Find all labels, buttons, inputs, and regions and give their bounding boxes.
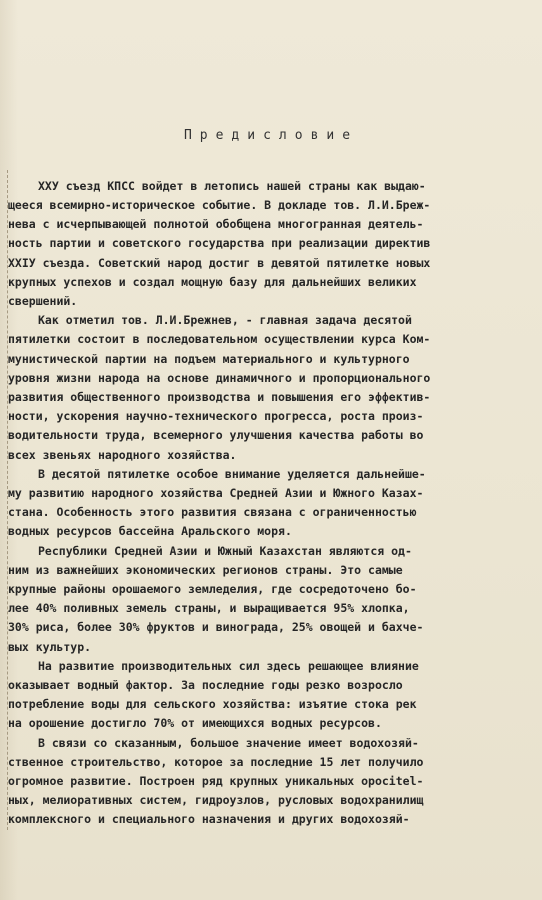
- text-line: стана. Особенность этого развития связана с ограниченностью: [8, 505, 417, 519]
- text-line: вых культур.: [8, 640, 92, 654]
- text-line: ственное строительство, которое за последние 15 лет получило: [8, 755, 424, 769]
- text-line: крупных успехов и создал мощную базу для дальнейших великих: [8, 275, 417, 289]
- text-line: 30% риса, более 30% фруктов и винограда, 25% овощей и бахче-: [8, 620, 424, 634]
- text-line: нева с исчерпывающей полнотой обобщена многогранная деятель-: [8, 217, 424, 231]
- text-line: ность партии и советского государства при реализации директив: [8, 236, 431, 250]
- text-line: ХХIУ съезда. Советский народ достиг в девятой пятилетке новых: [8, 256, 431, 270]
- text-line: ных, мелиоративных систем, гидроузлов, русловых водохранилищ: [8, 793, 424, 807]
- text-line: водных ресурсов бассейна Аральского моря.: [8, 524, 292, 538]
- text-line: на орошение достигло 70% от имеющихся водных ресурсов.: [8, 716, 382, 730]
- text-line: огромное развитие. Построен ряд крупных уникальных оросitel-: [8, 774, 424, 788]
- text-line: лее 40% поливных земель страны, и выращивается 95% хлопка,: [8, 601, 410, 615]
- text-line: потребление воды для сельского хозяйства: изъятие стока рек: [8, 697, 417, 711]
- text-line: ним из важнейших экономических регионов страны. Это самые: [8, 563, 403, 577]
- text-line: В связи со сказанным, большое значение имеет водохозяй-: [38, 736, 419, 750]
- text-line: уровня жизни народа на основе динамичного и пропорционального: [8, 371, 431, 385]
- text-line: мунистической партии на подъем материального и культурного: [8, 352, 410, 366]
- text-line: водительности труда, всемерного улучшения качества работы во: [8, 428, 424, 442]
- page-title: Предисловие: [183, 128, 359, 143]
- text-line: Как отметил тов. Л.И.Брежнев, - главная задача десятой: [38, 313, 412, 327]
- text-line: всех звеньях народного хозяйства.: [8, 448, 237, 462]
- text-line: крупные районы орошаемого земледелия, где сосредоточено бо-: [8, 582, 417, 596]
- text-line: оказывает водный фактор. За последние годы резко возросло: [8, 678, 403, 692]
- text-line: ности, ускорения научно-технического прогресса, роста произ-: [8, 409, 424, 423]
- text-line: развития общественного производства и повышения его эффектив-: [8, 390, 431, 404]
- text-line: Республики Средней Азии и Южный Казахстан являются од-: [38, 544, 412, 558]
- text-line: В десятой пятилетке особое внимание уделяется дальнейше-: [38, 467, 426, 481]
- text-line: ХХУ съезд КПСС войдет в летопись нашей страны как выдаю-: [38, 179, 426, 193]
- text-line: На развитие производительных сил здесь решающее влияние: [38, 659, 419, 673]
- text-line: свершений.: [8, 294, 78, 308]
- text-line: щееся всемирно-историческое событие. В докладе тов. Л.И.Бреж-: [8, 198, 431, 212]
- text-line: комплексного и специального назначения и других водохозяй-: [8, 812, 410, 826]
- text-line: пятилетки состоит в последовательном осуществлении курса Ком-: [8, 332, 431, 346]
- text-line: му развитию народного хозяйства Средней Азии и Южного Казах-: [8, 486, 424, 500]
